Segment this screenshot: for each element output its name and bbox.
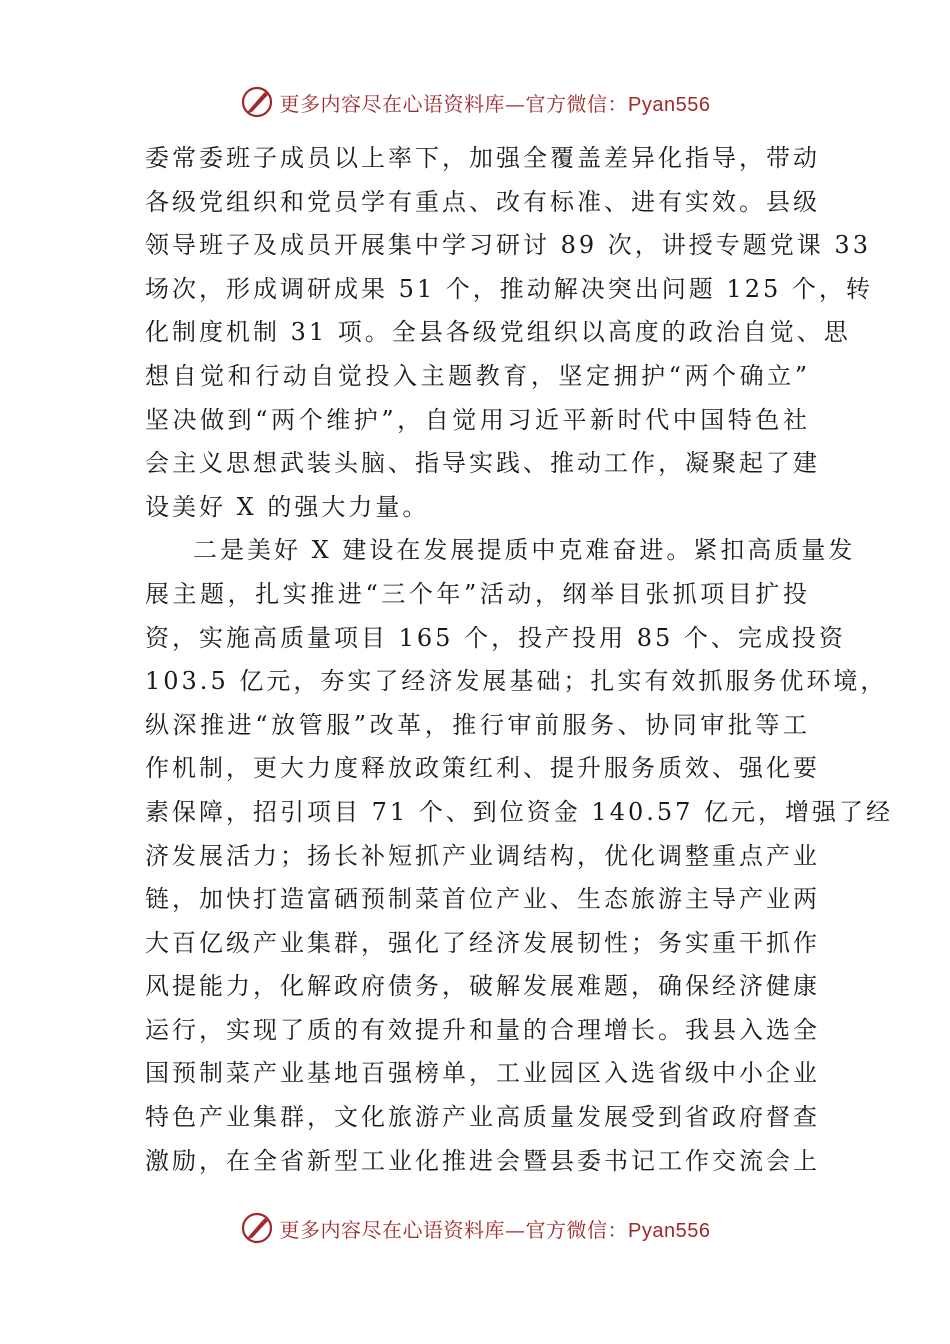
text-line: 链，加快打造富硒预制菜首位产业、生态旅游主导产业两 [145, 885, 820, 914]
text-line: 国预制菜产业基地百强榜单，工业园区入选省级中小企业 [145, 1059, 820, 1088]
text-line: 大百亿级产业集群，强化了经济发展韧性；务实重干抓作 [145, 928, 820, 957]
text-line: 103.5 亿元，夯实了经济发展基础；扎实有效抓服务优环境， [145, 667, 888, 696]
watermark-text: 更多内容尽在心语资料库—官方微信： [279, 1217, 629, 1242]
text-line: 运行，实现了质的有效提升和量的合理增长。我县入选全 [145, 1015, 820, 1044]
text-line: 会主义思想武装头脑、指导实践、推动工作，凝聚起了建 [145, 449, 820, 478]
text-line: 激励，在全省新型工业化推进会暨县委书记工作交流会上 [145, 1146, 820, 1175]
text-line: 场次，形成调研成果 51 个，推动解决突出问题 125 个，转 [145, 274, 873, 303]
text-line: 资，实施高质量项目 165 个，投产投用 85 个、完成投资 [145, 623, 846, 652]
watermark-header [0, 82, 950, 122]
text-line: 坚决做到“两个维护”，自觉用习近平新时代中国特色社 [145, 405, 810, 434]
text-line: 委常委班子成员以上率下，加强全覆盖差异化指导，带动 [145, 144, 820, 172]
text-line: 各级党组织和党员学有重点、改有标准、进有实效。县级 [145, 187, 820, 216]
text-line: 展主题，扎实推进“三个年”活动，纲举目张抓项目扩投 [145, 579, 810, 608]
pen-circle-logo-icon [240, 1211, 274, 1245]
text-line: 化制度机制 31 项。全县各级党组织以高度的政治自觉、思 [145, 318, 851, 347]
text-line: 纵深推进“放管服”改革，推行审前服务、协同审批等工 [145, 710, 810, 739]
text-line: 素保障，招引项目 71 个、到位资金 140.57 亿元，增强了经 [145, 797, 894, 826]
watermark-footer [0, 1208, 950, 1248]
text-line: 想自觉和行动自觉投入主题教育，坚定拥护“两个确立” [145, 361, 810, 390]
watermark-handle: Pyan556 [628, 1219, 711, 1242]
text-line: 作机制，更大力度释放政策红利、提升服务质效、强化要 [145, 754, 820, 783]
document-body [145, 137, 894, 1183]
text-line: 风提能力，化解政府债务，破解发展难题，确保经济健康 [145, 972, 820, 1001]
text-line: 济发展活力；扬长补短抓产业调结构，优化调整重点产业 [145, 841, 820, 870]
watermark-handle: Pyan556 [628, 93, 711, 116]
text-line: 特色产业集群，文化旅游产业高质量发展受到省政府督查 [145, 1103, 820, 1132]
watermark-text: 更多内容尽在心语资料库—官方微信： [279, 91, 629, 116]
text-line: 设美好 X 的强大力量。 [145, 492, 430, 521]
paragraph-start-line: 二是美好 X 建设在发展提质中克难奋进。紧扣高质量发 [193, 536, 856, 565]
pen-circle-logo-icon [240, 85, 274, 119]
text-line: 领导班子及成员开展集中学习研讨 89 次，讲授专题党课 33 [145, 231, 871, 260]
